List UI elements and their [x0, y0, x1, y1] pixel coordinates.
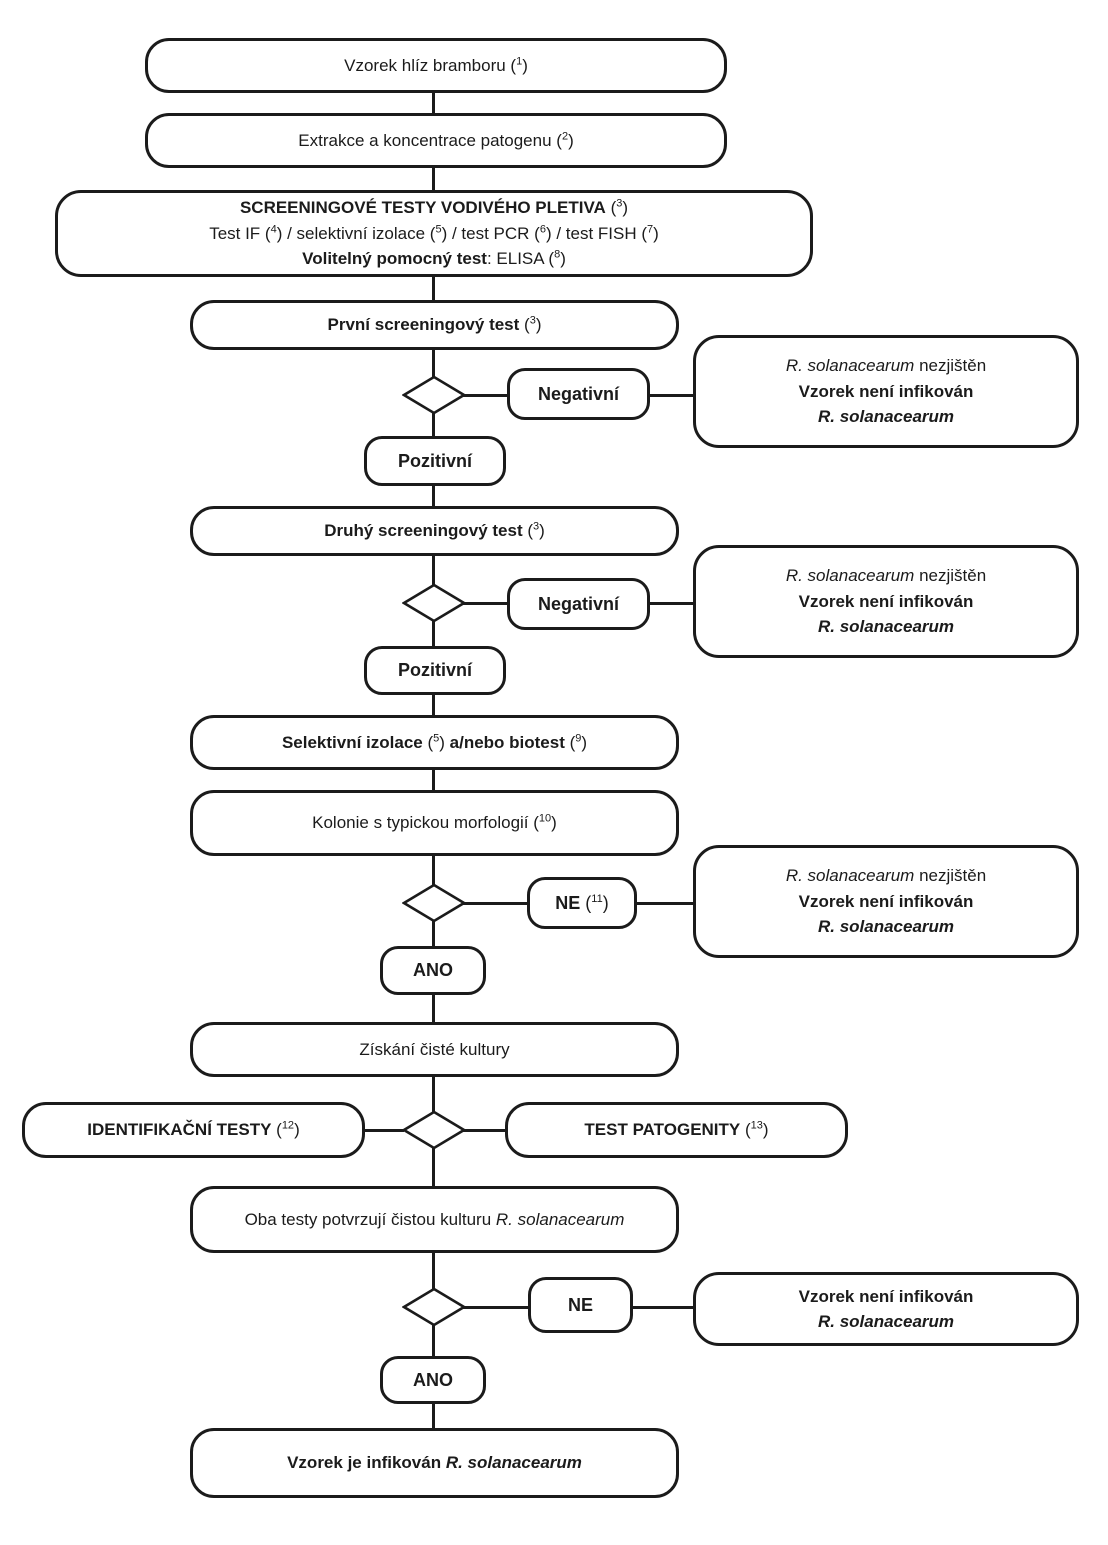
both-tests-node — [190, 1186, 679, 1253]
connector-line — [432, 555, 435, 585]
colonies-label: Kolonie s typickou morfologií ($^{10}$) — [312, 812, 557, 833]
connector-line — [432, 1076, 435, 1112]
pure-culture-node — [190, 1022, 679, 1077]
screening-tests-node — [55, 190, 813, 277]
connector-line — [463, 1129, 506, 1132]
both-tests-label: Oba testy potvrzují čistou kulturu R. solanacearum — [244, 1209, 625, 1229]
second-screening-label: Druhý screeningový test ($^3$) — [324, 520, 545, 541]
pure-culture-label: Získání čisté kultury — [359, 1039, 510, 1059]
decision-diamond-3 — [402, 883, 466, 923]
connector-line — [432, 1324, 435, 1357]
sample-node-label: Vzorek hlíz bramboru ($^1$) — [344, 55, 528, 75]
screening-tests-optional: Volitelný pomocný test: ELISA ($^8$) — [302, 248, 566, 269]
negative-label-2: Negativní — [507, 578, 650, 630]
not-detected-line1: R. solanacearum nezjištěn — [785, 566, 987, 586]
not-detected-line3: R. solanacearum — [817, 407, 955, 427]
connector-line — [632, 1306, 694, 1309]
selective-isolation-node — [190, 715, 679, 770]
not-detected-line1: R. solanacearum nezjištěn — [785, 356, 987, 376]
sample-node — [145, 38, 727, 93]
connector-line — [636, 902, 694, 905]
connector-line — [463, 602, 508, 605]
pathogenicity-test-node — [505, 1102, 848, 1158]
not-detected-line3: R. solanacearum — [817, 917, 955, 937]
identification-tests-label: IDENTIFIKAČNÍ TESTY ($^{12}$) — [87, 1119, 300, 1140]
not-infected-node — [693, 1272, 1079, 1346]
connector-line — [463, 1306, 529, 1309]
not-detected-line2: Vzorek není infikován — [798, 381, 974, 401]
not-detected-node-1 — [693, 335, 1079, 448]
decision-diamond-4 — [402, 1110, 466, 1150]
negative-label-1: Negativní — [507, 368, 650, 420]
connector-line — [432, 694, 435, 716]
connector-line — [364, 1129, 404, 1132]
colonies-node — [190, 790, 679, 856]
extraction-node-label: Extrakce a koncentrace patogenu ($^2$) — [298, 130, 574, 150]
screening-tests-methods: Test IF ($^4$) / selektivní izolace ($^5$) / test PCR ($^6$) / test FISH ($^7$) — [209, 223, 659, 243]
connector-line — [649, 602, 694, 605]
connector-line — [432, 769, 435, 791]
not-detected-line1: R. solanacearum nezjištěn — [785, 866, 987, 886]
infected-label: Vzorek je infikován R. solanacearum — [287, 1453, 582, 1473]
positive-label-1: Pozitivní — [364, 436, 506, 486]
not-detected-line2: Vzorek není infikován — [798, 591, 974, 611]
screening-tests-title: SCREENINGOVÉ TESTY VODIVÉHO PLETIVA ($^3$) — [239, 197, 629, 218]
connector-line — [432, 349, 435, 377]
connector-line — [432, 92, 435, 114]
first-screening-label: První screeningový test ($^3$) — [327, 314, 542, 335]
not-detected-line2: Vzorek není infikován — [798, 891, 974, 911]
connector-line — [432, 1252, 435, 1289]
second-screening-node — [190, 506, 679, 556]
pathogenicity-test-label: TEST PATOGENITY ($^{13}$) — [584, 1119, 769, 1140]
connector-line — [463, 394, 508, 397]
no-label-1 — [527, 877, 637, 929]
connector-line — [432, 413, 435, 437]
positive-label-2: Pozitivní — [364, 646, 506, 695]
decision-diamond-2 — [402, 583, 466, 623]
selective-isolation-label: Selektivní izolace ($^5$) a/nebo biotest ($^9$) — [281, 732, 588, 752]
not-detected-node-3 — [693, 845, 1079, 958]
decision-diamond-5 — [402, 1287, 466, 1327]
yes-label-1: ANO — [380, 946, 486, 995]
connector-line — [432, 485, 435, 507]
first-screening-node — [190, 300, 679, 350]
connector-line — [463, 902, 528, 905]
connector-line — [432, 1148, 435, 1187]
infected-node — [190, 1428, 679, 1498]
connector-line — [432, 276, 435, 301]
extraction-node — [145, 113, 727, 168]
identification-tests-node — [22, 1102, 365, 1158]
no-label-2: NE — [528, 1277, 633, 1333]
not-infected-line1: Vzorek není infikován — [798, 1286, 974, 1306]
connector-line — [432, 167, 435, 191]
no-label-1-text: NE ($^{11}$) — [555, 892, 609, 913]
not-detected-line3: R. solanacearum — [817, 617, 955, 637]
connector-line — [432, 994, 435, 1023]
decision-diamond-1 — [402, 375, 466, 415]
yes-label-2: ANO — [380, 1356, 486, 1404]
connector-line — [649, 394, 694, 397]
connector-line — [432, 855, 435, 885]
connector-line — [432, 1403, 435, 1429]
connector-line — [432, 921, 435, 947]
not-detected-node-2 — [693, 545, 1079, 658]
not-infected-line2: R. solanacearum — [817, 1312, 955, 1331]
connector-line — [432, 621, 435, 647]
